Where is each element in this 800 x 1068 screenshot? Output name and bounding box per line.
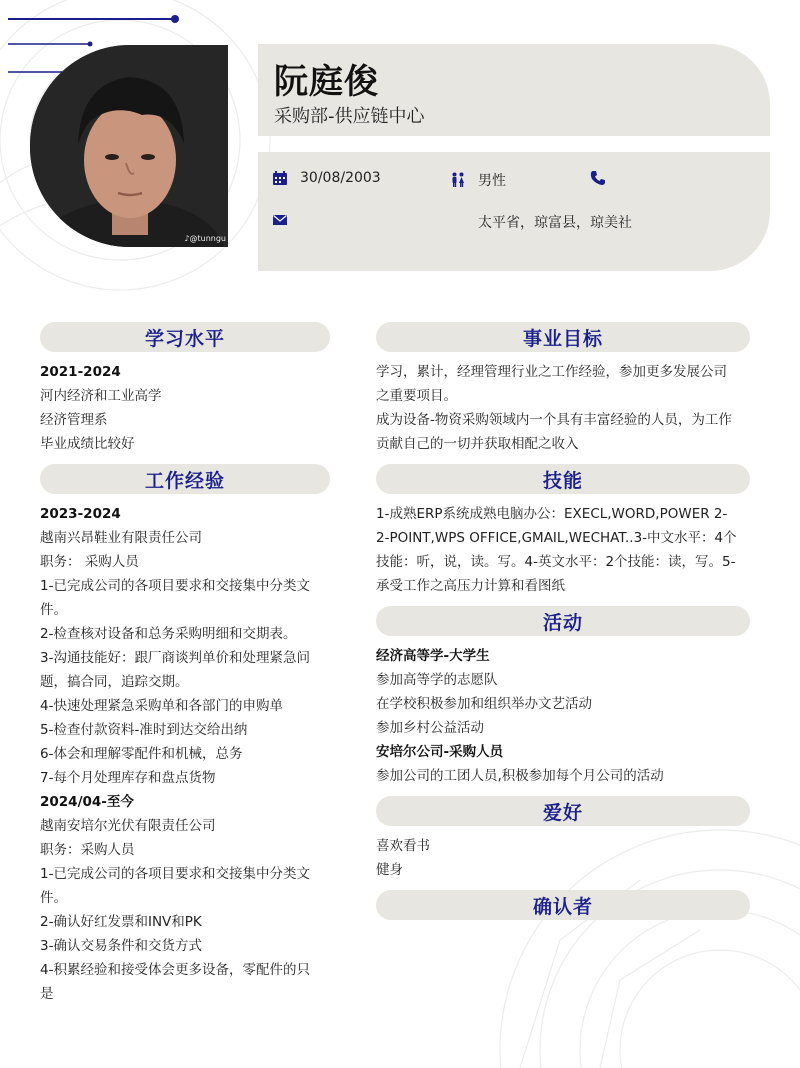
education-heading: 学习水平 [40, 322, 330, 352]
phone-item [590, 170, 618, 186]
objective-line: 学习，累计，经理管理行业之工作经验，参加更多发展公司 [376, 364, 727, 380]
activities-line: 参加公司的工团人员,积极参加每个月公司的活动 [376, 768, 664, 784]
birthdate-item [272, 170, 381, 186]
activities-line: 参加乡村公益活动 [376, 720, 484, 736]
education-line: 河内经济和工业高学 [40, 388, 162, 404]
experience-line: 6-体会和理解零配件和机械，总务 [40, 746, 243, 762]
activities-heading: 活动 [376, 606, 750, 636]
experience-line: 2-确认好红发票和INV和PK [40, 914, 202, 930]
activities-line: 安培尔公司-采购人员 [376, 744, 504, 760]
skills-line: 1-成熟ERP系统成熟电脑办公：EXECL,WORD,POWER 2- [376, 506, 728, 522]
experience-line: 1-已完成公司的各项目要求和交接集中分类文 [40, 866, 310, 882]
birthdate-value: 30/08/2003 [300, 170, 381, 186]
experience-line: 件。 [40, 602, 67, 618]
signature-area [376, 920, 750, 980]
envelope-icon [272, 212, 288, 228]
objective-line: 之重要项目。 [376, 388, 457, 404]
education-line: 毕业成绩比较好 [40, 436, 135, 452]
skills-line: 技能：听，说，读。写。4-英文水平：2个技能：读，写。5- [376, 554, 736, 570]
objective-line: 贡献自己的一切并获取相配之收入 [376, 436, 579, 452]
activities-line: 经济高等学-大学生 [376, 648, 490, 664]
hobbies-line: 喜欢看书 [376, 838, 430, 854]
education-body [40, 352, 330, 464]
gender-value: 男性 [478, 173, 506, 189]
experience-line: 5-检查付款资料-准时到达交给出纳 [40, 722, 248, 738]
confirm-heading: 确认者 [376, 890, 750, 920]
experience-line: 2024/04-至今 [40, 794, 134, 810]
experience-line: 4-快速处理紧急采购单和各部门的申购单 [40, 698, 283, 714]
experience-line: 是 [40, 986, 54, 1002]
activities-body [376, 636, 750, 796]
experience-line: 件。 [40, 890, 67, 906]
candidate-name: 阮庭俊 [274, 62, 379, 102]
experience-line: 4-积累经验和接受体会更多设备，零配件的只 [40, 962, 310, 978]
skills-line: 2-POINT,WPS OFFICE,GMAIL,WECHAT..3-中文水平：4个 [376, 530, 737, 546]
address-value: 太平省，琼富县，琼美社 [478, 215, 632, 231]
hobbies-line: 健身 [376, 862, 403, 878]
hobbies-body [376, 826, 750, 890]
profile-photo [30, 45, 228, 247]
email-item [272, 212, 300, 228]
left-column [40, 322, 330, 1014]
address-item [478, 212, 632, 232]
experience-line: 7-每个月处理库存和盘点货物 [40, 770, 216, 786]
phone-icon [590, 170, 606, 186]
experience-body [40, 494, 330, 1014]
calendar-icon [272, 170, 288, 186]
people-icon [450, 172, 466, 188]
experience-line: 2023-2024 [40, 506, 121, 522]
experience-line: 3-确认交易条件和交货方式 [40, 938, 202, 954]
education-line: 2021-2024 [40, 364, 121, 380]
objective-body [376, 352, 750, 464]
objective-line: 成为设备-物资采购领域内一个具有丰富经验的人员，为工作 [376, 412, 732, 428]
experience-line: 越南兴昂鞋业有限责任公司 [40, 530, 202, 546]
name-panel [258, 44, 770, 136]
hobbies-heading: 爱好 [376, 796, 750, 826]
candidate-position: 采购部-供应链中心 [274, 106, 425, 127]
education-line: 经济管理系 [40, 412, 108, 428]
gender-item [450, 170, 506, 190]
experience-line: 题，搞合同，追踪交期。 [40, 674, 189, 690]
experience-line: 职务：采购人员 [40, 842, 135, 858]
activities-line: 在学校积极参加和组织举办文艺活动 [376, 696, 592, 712]
skills-body [376, 494, 750, 606]
portrait-image [30, 45, 228, 247]
activities-line: 参加高等学的志愿队 [376, 672, 498, 688]
experience-line: 3-沟通技能好：跟厂商谈判单价和处理紧急问 [40, 650, 310, 666]
objective-heading: 事业目标 [376, 322, 750, 352]
right-column [376, 322, 750, 980]
contact-panel [258, 152, 770, 271]
experience-line: 1-已完成公司的各项目要求和交接集中分类文 [40, 578, 310, 594]
experience-line: 2-检查核对设备和总务采购明细和交期表。 [40, 626, 297, 642]
experience-line: 职务： 采购人员 [40, 554, 139, 570]
photo-watermark: ♪@tunngu [184, 234, 226, 243]
experience-heading: 工作经验 [40, 464, 330, 494]
skills-heading: 技能 [376, 464, 750, 494]
skills-line: 承受工作之高压力计算和看图纸 [376, 578, 565, 594]
experience-line: 越南安培尔光伏有限责任公司 [40, 818, 216, 834]
